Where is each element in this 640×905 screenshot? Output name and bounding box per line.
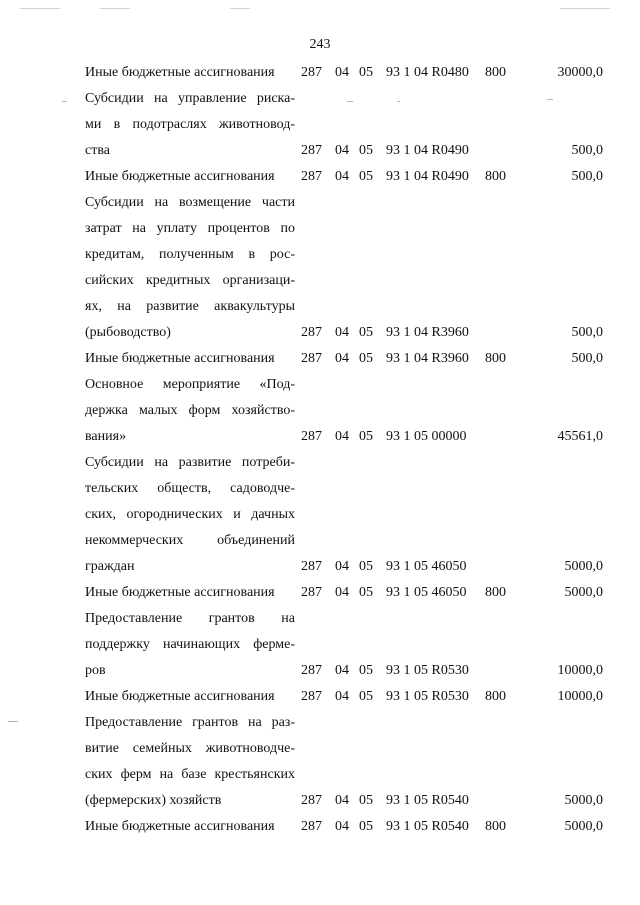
row-line [0,632,640,658]
row-line [0,528,640,554]
subsection-code: 05 [359,663,373,678]
department-code: 287 [301,585,322,600]
table-row [0,346,640,372]
item-name-text: вания» [85,429,127,444]
target-article-code: 93 1 04 R3960 [386,351,469,366]
department-code: 287 [301,143,322,158]
target-article-code: 93 1 04 R0490 [386,169,469,184]
department-code: 287 [301,793,322,808]
table-row [0,710,640,814]
row-line [0,242,640,268]
target-article-code: 93 1 05 R0540 [386,793,469,808]
item-name-text: поддержку начинающих фермe- [85,637,295,652]
subsection-code: 05 [359,585,373,600]
row-line [0,476,640,502]
amount-value: 10000,0 [557,663,603,678]
table-row [0,684,640,710]
item-name-text: ства [85,143,110,158]
item-name-text: сийских кредитных организаци- [85,273,295,288]
amount-value: 500,0 [571,351,603,366]
department-code: 287 [301,169,322,184]
section-code: 04 [335,663,349,678]
section-code: 04 [335,169,349,184]
item-name-text: ми в подотраслях животновод- [85,117,295,132]
amount-value: 5000,0 [564,585,603,600]
row-line [0,814,640,840]
item-name-text: Основное мероприятие «Под- [85,377,295,392]
item-name-text: (рыбоводство) [85,325,171,340]
row-line [0,346,640,372]
subsection-code: 05 [359,689,373,704]
item-name-text: Субсидии на возмещение части [85,195,295,210]
table-row [0,814,640,840]
row-line [0,788,640,814]
row-line [0,320,640,346]
item-name-text: Субсидии на развитие потреби- [85,455,295,470]
item-name-text: Иные бюджетные ассигнования [85,819,275,834]
row-line [0,424,640,450]
amount-value: 500,0 [571,143,603,158]
item-name-text: кредитам, полученным в рос- [85,247,295,262]
subsection-code: 05 [359,793,373,808]
item-name-text: витие семейных животноводче- [85,741,295,756]
table-row [0,190,640,346]
expense-type-code: 800 [485,819,506,834]
subsection-code: 05 [359,325,373,340]
row-line [0,580,640,606]
row-line [0,502,640,528]
expense-type-code: 800 [485,65,506,80]
item-name-text: граждан [85,559,135,574]
item-name-text: Иные бюджетные ассигнования [85,169,275,184]
target-article-code: 93 1 05 46050 [386,585,467,600]
section-code: 04 [335,689,349,704]
item-name-text: (фермерских) хозяйств [85,793,222,808]
row-line [0,294,640,320]
row-line [0,450,640,476]
target-article-code: 93 1 05 R0530 [386,689,469,704]
table-row [0,164,640,190]
row-line [0,736,640,762]
item-name-text: ских, огороднических и дачных [85,507,295,522]
target-article-code: 93 1 05 46050 [386,559,467,574]
row-line [0,762,640,788]
row-line [0,684,640,710]
item-name-text: ях, на развитие аквакультуры [85,299,295,314]
budget-table [0,60,640,840]
item-name-text: ров [85,663,106,678]
item-name-text: ских ферм на базе крестьянских [85,767,295,782]
row-line [0,710,640,736]
department-code: 287 [301,559,322,574]
item-name-text: тельских обществ, садоводче- [85,481,295,496]
department-code: 287 [301,351,322,366]
expense-type-code: 800 [485,689,506,704]
subsection-code: 05 [359,169,373,184]
row-line [0,164,640,190]
target-article-code: 93 1 04 R0490 [386,143,469,158]
expense-type-code: 800 [485,169,506,184]
row-line [0,216,640,242]
amount-value: 5000,0 [564,793,603,808]
row-line [0,138,640,164]
table-row [0,86,640,164]
section-code: 04 [335,65,349,80]
amount-value: 500,0 [571,169,603,184]
subsection-code: 05 [359,143,373,158]
department-code: 287 [301,325,322,340]
section-code: 04 [335,143,349,158]
row-line [0,60,640,86]
row-line [0,268,640,294]
section-code: 04 [335,793,349,808]
department-code: 287 [301,65,322,80]
table-row [0,372,640,450]
subsection-code: 05 [359,819,373,834]
table-row [0,450,640,580]
department-code: 287 [301,819,322,834]
item-name-text: Иные бюджетные ассигнования [85,689,275,704]
amount-value: 5000,0 [564,819,603,834]
section-code: 04 [335,325,349,340]
row-line [0,606,640,632]
table-row [0,606,640,684]
item-name-text: некоммерческих объединений [85,533,295,548]
section-code: 04 [335,559,349,574]
amount-value: 500,0 [571,325,603,340]
department-code: 287 [301,663,322,678]
row-line [0,658,640,684]
item-name-text: Иные бюджетные ассигнования [85,65,275,80]
department-code: 287 [301,429,322,444]
table-row [0,580,640,606]
target-article-code: 93 1 05 R0540 [386,819,469,834]
row-line [0,372,640,398]
item-name-text: держка малых форм хозяйство- [85,403,295,418]
section-code: 04 [335,351,349,366]
subsection-code: 05 [359,559,373,574]
item-name-text: Субсидии на управление риска- [85,91,295,106]
item-name-text: затрат на уплату процентов по [85,221,295,236]
row-line [0,86,640,112]
page-number: 243 [309,37,331,52]
subsection-code: 05 [359,351,373,366]
amount-value: 10000,0 [557,689,603,704]
target-article-code: 93 1 05 00000 [386,429,467,444]
item-name-text: Предоставление грантов на [85,611,295,626]
target-article-code: 93 1 04 R3960 [386,325,469,340]
subsection-code: 05 [359,429,373,444]
amount-value: 45561,0 [557,429,603,444]
section-code: 04 [335,819,349,834]
department-code: 287 [301,689,322,704]
amount-value: 30000,0 [557,65,603,80]
section-code: 04 [335,585,349,600]
row-line [0,112,640,138]
item-name-text: Иные бюджетные ассигнования [85,351,275,366]
target-article-code: 93 1 04 R0480 [386,65,469,80]
row-line [0,398,640,424]
target-article-code: 93 1 05 R0530 [386,663,469,678]
expense-type-code: 800 [485,585,506,600]
row-line [0,190,640,216]
subsection-code: 05 [359,65,373,80]
section-code: 04 [335,429,349,444]
expense-type-code: 800 [485,351,506,366]
amount-value: 5000,0 [564,559,603,574]
row-line [0,554,640,580]
item-name-text: Иные бюджетные ассигнования [85,585,275,600]
table-row [0,60,640,86]
item-name-text: Предоставление грантов на раз- [85,715,295,730]
